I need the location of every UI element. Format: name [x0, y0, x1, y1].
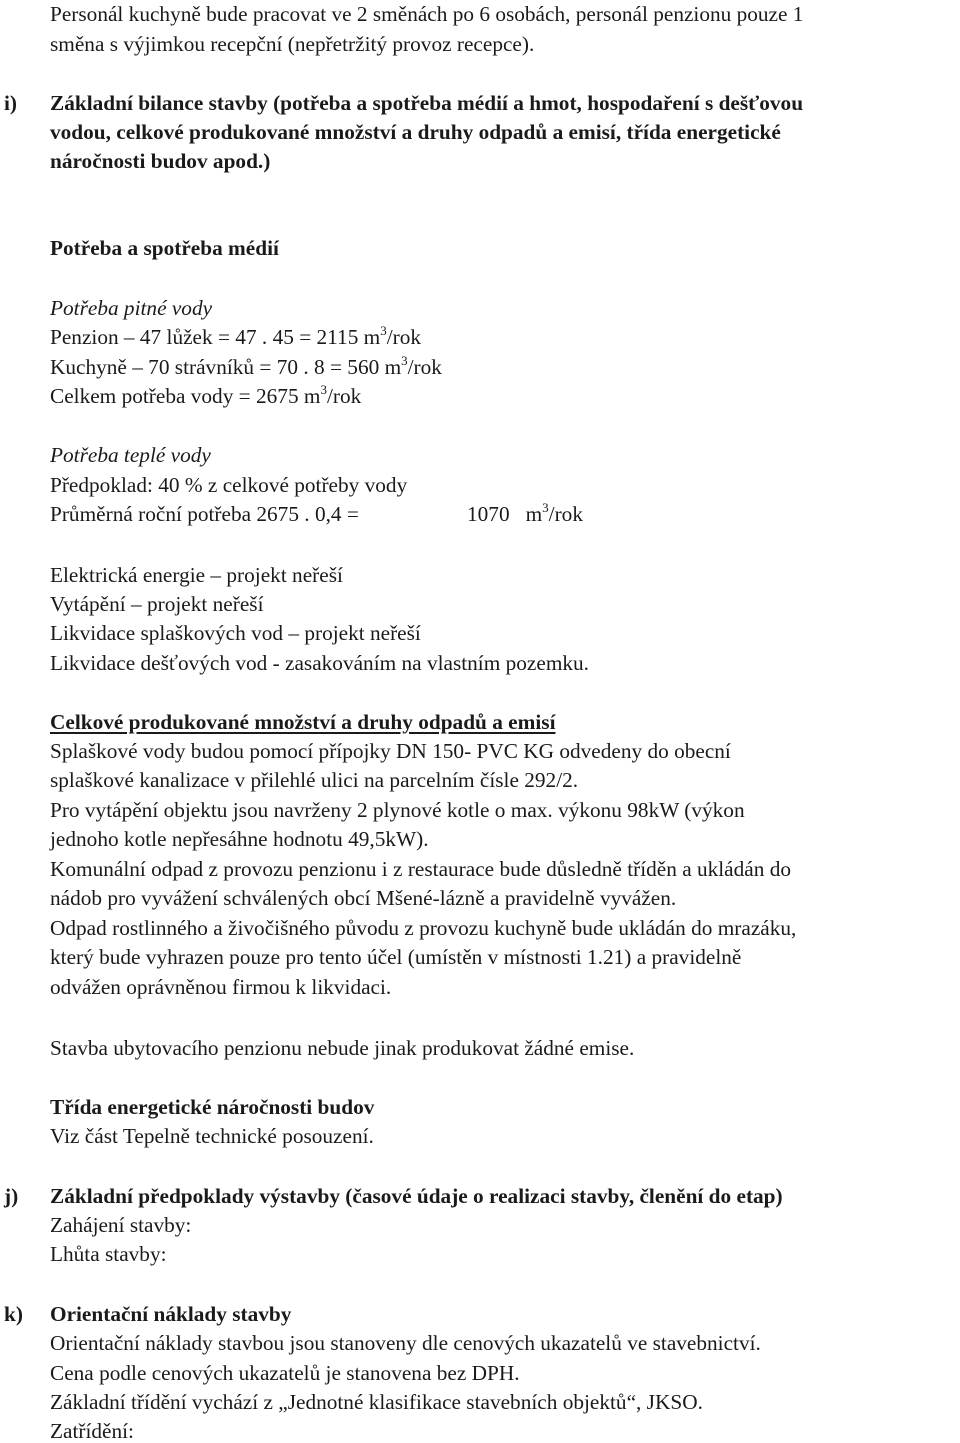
- hot-water-heading: Potřeba teplé vody: [50, 443, 211, 467]
- section-number: i): [4, 91, 18, 115]
- construction-duration: Lhůta stavby:: [50, 1242, 167, 1266]
- pension-water-line: Penzion – 47 lůžek = 47 . 45 = 2115 $m^3$/rok: [50, 323, 422, 349]
- media-line: Vytápění – projekt neřeší: [50, 592, 264, 616]
- drinking-water-heading: Potřeba pitné vody: [50, 296, 213, 320]
- energy-heading: Třída energetické náročnosti budov: [50, 1095, 375, 1119]
- costs-line: Orientační náklady stavbou jsou stanoveny dle cenových ukazatelů ve stavebnictví.: [50, 1331, 761, 1355]
- subsection-heading: Potřeba a spotřeba médií: [50, 236, 279, 260]
- waste-line: nádob pro vyvážení schválených obcí Mšené-lázně a pravidelně vyvážen.: [50, 886, 677, 910]
- intro-line: Personál kuchyně bude pracovat ve 2 směnách po 6 osobách, personál penzionu pouze 1: [50, 2, 804, 26]
- total-water-line: Celkem potřeba vody = 2675 $m^3$/rok: [50, 382, 362, 408]
- hot-water-assumption: Předpoklad: 40 % z celkové potřeby vody: [50, 473, 408, 497]
- emissions-line: Stavba ubytovacího penzionu nebude jinak produkovat žádné emise.: [50, 1036, 635, 1060]
- costs-line: Zatřídění:: [50, 1419, 134, 1443]
- costs-line: Základní třídění vychází z „Jednotné klasifikace stavebních objektů“, JKSO.: [50, 1390, 703, 1414]
- section-heading: vodou, celkové produkované množství a druhy odpadů a emisí, třída energetické: [50, 120, 781, 144]
- section-number: j): [4, 1184, 19, 1208]
- section-heading: Základní bilance stavby (potřeba a spotřeba médií a hmot, hospodaření s dešťovou: [50, 91, 804, 115]
- section-number: k): [4, 1302, 23, 1326]
- media-line: Elektrická energie – projekt neřeší: [50, 563, 343, 587]
- waste-line: jednoho kotle nepřesáhne hodnotu 49,5kW).: [50, 827, 429, 851]
- waste-line: Splaškové vody budou pomocí přípojky DN 150- PVC KG odvedeny do obecní: [50, 739, 731, 763]
- waste-line: který bude vyhrazen pouze pro tento účel (umístěn v místnosti 1.21) a pravidelně: [50, 945, 742, 969]
- waste-line: splaškové kanalizace v přilehlé ulici na parcelním čísle 292/2.: [50, 768, 579, 792]
- waste-line: odvážen oprávněnou firmou k likvidaci.: [50, 975, 392, 999]
- hot-water-average-value: 1070 $m^3$/rok: [467, 500, 583, 526]
- kitchen-water-line: Kuchyně – 70 strávníků = 70 . 8 = 560 $m^3$/rok: [50, 353, 442, 379]
- construction-start: Zahájení stavby:: [50, 1213, 192, 1237]
- waste-line: Odpad rostlinného a živočišného původu z provozu kuchyně bude ukládán do mrazáku,: [50, 916, 797, 940]
- hot-water-average-label: Průměrná roční potřeba 2675 . 0,4 =: [50, 502, 359, 526]
- section-heading: náročnosti budov apod.): [50, 149, 271, 173]
- waste-line: Komunální odpad z provozu penzionu i z restaurace bude důsledně tříděn a ukládán do: [50, 857, 792, 881]
- intro-line: směna s výjimkou recepční (nepřetržitý provoz recepce).: [50, 32, 535, 56]
- media-line: Likvidace dešťových vod - zasakováním na vlastním pozemku.: [50, 651, 590, 675]
- media-line: Likvidace splaškových vod – projekt neřeší: [50, 621, 421, 645]
- section-heading: Základní předpoklady výstavby (časové údaje o realizaci stavby, členění do etap): [50, 1184, 783, 1208]
- energy-text: Viz část Tepelně technické posouzení.: [50, 1124, 374, 1148]
- waste-line: Pro vytápění objektu jsou navrženy 2 plynové kotle o max. výkonu 98kW (výkon: [50, 798, 745, 822]
- costs-line: Cena podle cenových ukazatelů je stanovena bez DPH.: [50, 1361, 520, 1385]
- waste-heading: Celkové produkované množství a druhy odpadů a emisí: [50, 710, 556, 734]
- section-heading: Orientační náklady stavby: [50, 1302, 292, 1326]
